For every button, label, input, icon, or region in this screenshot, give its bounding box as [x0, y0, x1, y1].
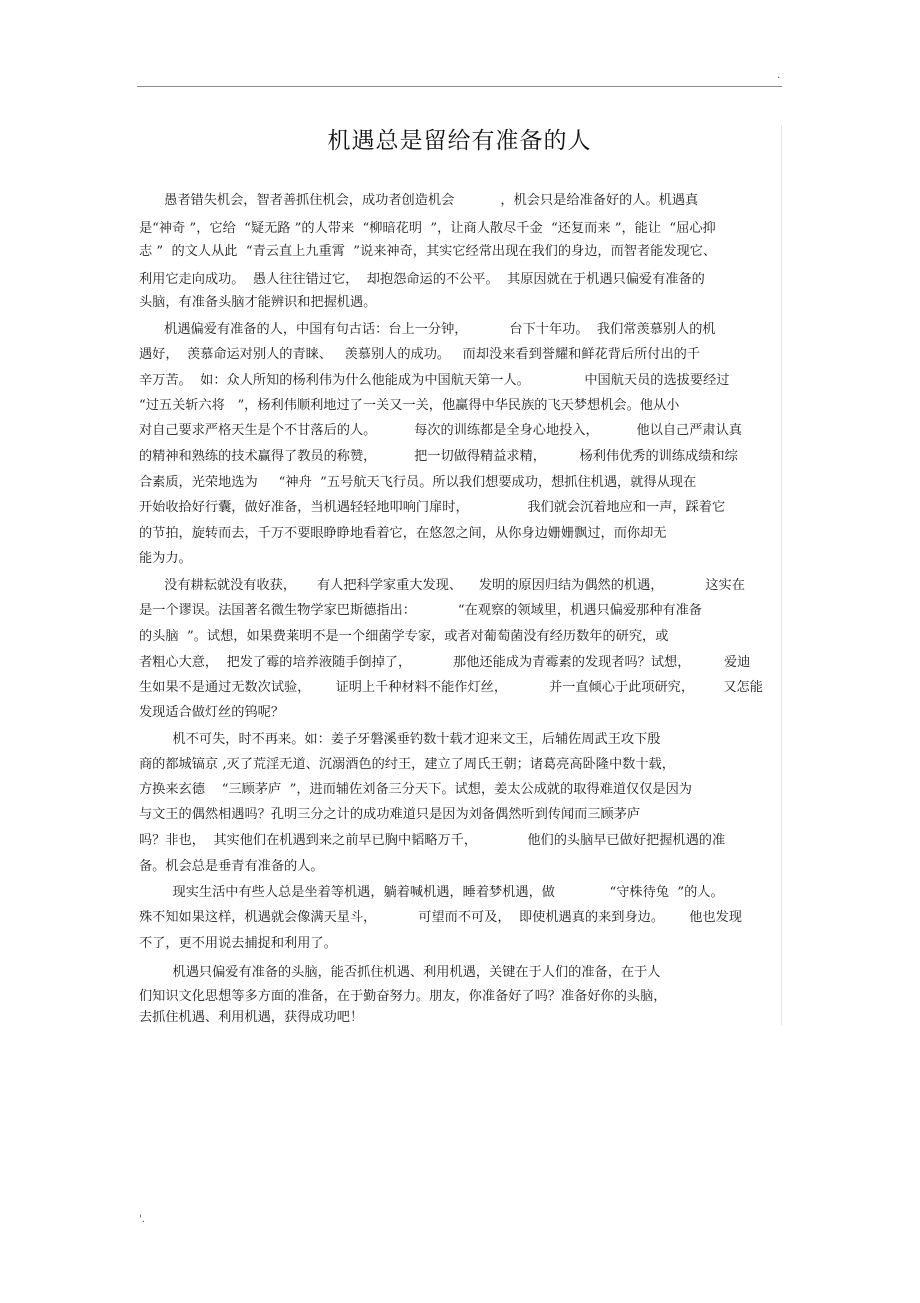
body-line: 与文王的偶然相遇吗？孔明三分之计的成功难道只是因为刘备偶然听到传闻而三顾茅庐	[139, 807, 641, 822]
body-line: 愚者错失机会，智者善抓住机会，成功者创造机会 ，机会只是给准备好的人。机遇真	[139, 193, 699, 208]
body-line: 者粗心大意， 把发了霉的培养液随手倒掉了， 那他还能成为青霉素的发现者吗？试想， 爱迪	[139, 655, 751, 670]
body-line: 发现适合做灯丝的钨呢？	[139, 705, 285, 720]
body-line: 机不可失，时不再来。如：姜子牙磐溪垂钓数十载才迎来文王，后辅佐周武王攻下殷	[139, 732, 661, 747]
body-line: 不了，更不用说去捕捉和利用了。	[139, 936, 337, 951]
document-title: 机遇总是留给有准备的人	[327, 128, 592, 154]
body-line: 合素质，光荣地选为 “神舟 ”五号航天飞行员。所以我们想要成功，想抓住机遇，就得从现在	[139, 475, 697, 490]
body-line: 能为力。	[139, 551, 192, 566]
body-line: 们知识文化思想等多方面的准备，在于勤奋努力。朋友，你准备好了吗？准备好你的头脑，	[139, 989, 667, 1004]
body-line: “过五关斩六将 ”，杨利伟顺利地过了一关又一关，他赢得中华民族的飞天梦想机会。他从小	[139, 398, 680, 413]
header-corner-mark: .	[777, 70, 781, 81]
body-line: 的头脑 ”。试想，如果费莱明不是一个细菌学专家，或者对葡萄菌没有经历数年的研究，或	[139, 629, 669, 644]
body-line: 现实生活中有些人总是坐着等机遇，躺着喊机遇，睡着梦机遇，做 “守株待兔 ”的人。	[139, 885, 724, 900]
body-line: 机遇只偏爱有准备的头脑，能否抓住机遇、利用机遇，关键在于人们的准备，在于人	[139, 965, 661, 980]
header-rule	[137, 86, 782, 87]
body-line: 遇好， 羡慕命运对别人的青睐、 羡慕别人的成功。 而却没来看到誉耀和鲜花背后所付出的千	[139, 347, 701, 362]
body-line: 开始收拾好行囊，做好准备，当机遇轻轻地叩响门扉时， 我们就会沉着地应和一声，踩着它	[139, 500, 726, 515]
body-line: 商的都城镐京 ,灭了荒淫无道、沉溺酒色的纣王，建立了周氏王朝；诸葛亮高卧隆中数十载，	[139, 757, 675, 772]
body-line: 机遇偏爱有准备的人，中国有句古话：台上一分钟， 台下十年功。 我们常羡慕别人的机	[139, 322, 716, 337]
body-line: 生如果不是通过无数次试验， 证明上千种材料不能作灯丝， 并一直倾心于此项研究， 又怎能	[139, 680, 763, 695]
body-line: 头脑，有准备头脑才能辨识和把握机遇。	[139, 295, 377, 310]
body-line: 吗？非也， 其实他们在机遇到来之前早已胸中韬略万千， 他们的头脑早已做好把握机遇的准	[139, 833, 726, 848]
body-line: 是“神奇 ”，它给 “疑无路 ”的人带来 “柳暗花明 ”，让商人散尽千金 “还复而来 ”，能让 “屈心抑	[139, 221, 716, 236]
body-line: 是一个谬误。法国著名微生物学家巴斯德指出： “在观察的领域里，机遇只偏爱那种有准备	[139, 603, 702, 618]
body-line: 没有耕耘就没有收获， 有人把科学家重大发现、 发明的原因归结为偶然的机遇， 这实在	[139, 578, 745, 593]
body-line: 去抓住机遇、利用机遇，获得成功吧！	[139, 1010, 364, 1025]
footer-mark: '.	[139, 1214, 145, 1225]
body-line: 对自己要求严格天生是个不甘落后的人。 每次的训练都是全身心地投入， 他以自己严肃认真	[139, 423, 742, 438]
body-line: 利用它走向成功。 愚人往往错过它， 却抱怨命运的不公平。 其原因就在于机遇只偏爱有准备的	[139, 272, 705, 287]
body-line: 的精神和熟练的技术赢得了教员的称赞， 把一切做得精益求精， 杨利伟优秀的训练成绩和综	[139, 449, 738, 464]
body-line: 方换来玄德 “三顾茅庐 ”，进而辅佐刘备三分天下。试想，姜太公成就的取得难道仅仅是因为	[139, 782, 692, 797]
body-line: 志 ” 的文人从此 “青云直上九重霄 ”说来神奇，其实它经常出现在我们的身边，而智者能发现它、	[139, 244, 717, 259]
body-line: 备。机会总是垂青有准备的人。	[139, 859, 324, 874]
body-line: 殊不知如果这样，机遇就会像满天星斗， 可望而不可及， 即使机遇真的来到身边。 他也发现	[139, 910, 742, 925]
body-line: 辛万苦。 如：众人所知的杨利伟为什么他能成为中国航天第一人。 中国航天员的选拔要经过	[139, 373, 730, 388]
body-line: 的节拍，旋转而去，千万不要眼睁睁地看着它，在悠忽之间，从你身边姗姗飘过，而你却无	[139, 526, 667, 541]
